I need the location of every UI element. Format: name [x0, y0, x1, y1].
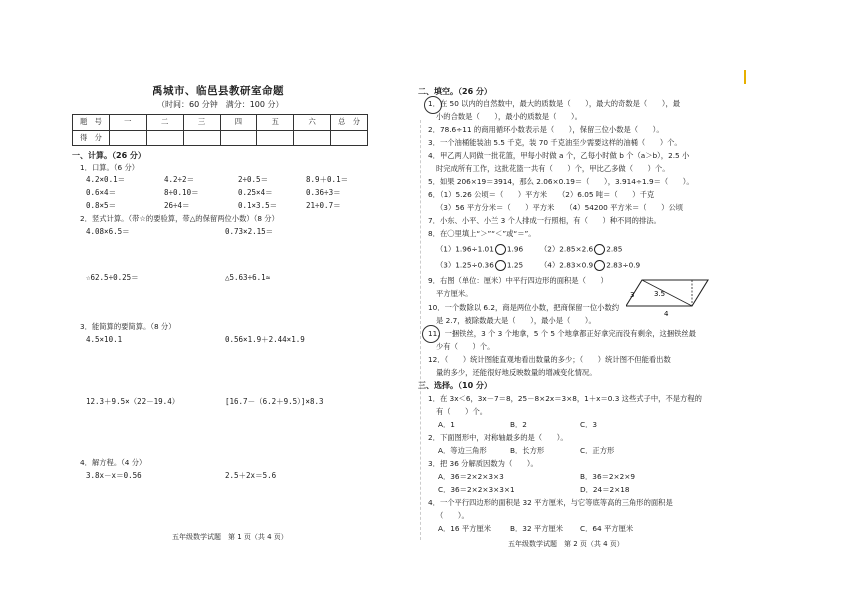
fill-line: 3．一个油桶能装油 5.5 千克，装 70 千克油至少需要这样的油桶（ ）个。: [428, 138, 682, 147]
score-cell: [257, 130, 294, 146]
compare-circle: [495, 244, 506, 255]
simplify-item: 0.56×1.9＋2.44×1.9: [225, 335, 305, 344]
fill-line: 2．78.6÷11 的商用循环小数表示是（ ），保留三位小数是（ ）。: [428, 125, 664, 134]
score-cell: [294, 130, 331, 146]
score-cell: [109, 130, 146, 146]
vertical-calc-item: △5.63÷6.1≈: [225, 273, 271, 282]
mc-option: A．1: [438, 420, 455, 429]
fill-line: 11．一捆铁丝，3 个 3 个地拿，5 个 5 个地拿都正好拿完而没有剩余，这捆铁丝最: [428, 329, 696, 338]
score-table: [72, 114, 368, 146]
compare-right: 2.85: [606, 244, 623, 254]
fill-line: 7．小东、小平、小兰 3 个人排成一行照相，有（ ）种不同的排法。: [428, 216, 661, 225]
q1-2-label: 2．竖式计算。（带☆的要验算，带△的保留两位小数）（8 分）: [80, 214, 279, 223]
q1-3-label: 3．能简算的要简算。（8 分）: [80, 322, 176, 331]
score-header-cell: 题 号: [73, 115, 110, 131]
compare-item: [436, 260, 523, 271]
score-cell: [146, 130, 183, 146]
simplify-item: 4.5×10.1: [86, 335, 123, 344]
mc-option: D．24＝2×18: [580, 485, 630, 494]
fill-line: （3）56 平方分米＝（ ）平方米 （4）54200 平方米＝（ ）公顷: [436, 203, 684, 212]
compare-right: 2.83÷0.9: [606, 260, 641, 270]
oral-item: 0.25×4＝: [238, 188, 273, 197]
fill-line: 6．（1）5.26 公顷＝（ ）平方米 （2）6.05 吨＝（ ）千克: [428, 190, 655, 199]
score-header-cell: 一: [109, 115, 146, 131]
vertical-calc-item: 4.08×6.5＝: [86, 227, 130, 236]
exam-title: 禹城市、临邑县教研室命题: [152, 85, 284, 97]
oral-item: 8.9＋0.1＝: [306, 175, 349, 184]
fill-line: 平方厘米。: [436, 289, 473, 298]
oral-item: 2÷0.5＝: [238, 175, 269, 184]
simplify-item: 12.3＋9.5×（22－19.4）: [86, 397, 180, 406]
section-1-heading: 一、计算。（26 分）: [72, 151, 146, 160]
compare-left: （1）1.96÷1.01: [436, 244, 494, 254]
mc-option: A．等边三角形: [438, 446, 487, 455]
fill-line: 8．在〇里填上“＞”“＜”或“＝”。: [428, 229, 536, 238]
compare-circle: [594, 244, 605, 255]
exam-subtitle: （时间：60 分钟 满分：100 分）: [157, 100, 284, 109]
mc-line: （ ）。: [436, 511, 469, 520]
compare-item: [540, 260, 640, 271]
oral-item: 4.2×0.1＝: [86, 175, 126, 184]
fill-line: 12．（ ）统计图能直观地看出数量的多少；（ ）统计图不但能看出数: [428, 355, 671, 364]
score-header-cell: 六: [294, 115, 331, 131]
score-header-cell: 五: [257, 115, 294, 131]
fill-line: 1．在 50 以内的自然数中，最大的质数是（ ），最大的奇数是（ ），最: [428, 99, 681, 108]
oral-item: 0.36÷3＝: [306, 188, 341, 197]
oral-item: 0.1×3.5＝: [238, 201, 278, 210]
q1-4-label: 4．解方程。（4 分）: [80, 458, 147, 467]
compare-left: （2）2.85×2.6: [540, 244, 594, 254]
mc-option: C．64 平方厘米: [580, 524, 634, 533]
mc-line: 2．下面图形中，对称轴最多的是（ ）。: [428, 433, 568, 442]
mc-option: C．正方形: [580, 446, 615, 455]
mc-option: A．16 平方厘米: [438, 524, 492, 533]
mc-option: B．长方形: [510, 446, 545, 455]
mc-option: C．36＝2×2×3×3×1: [438, 485, 515, 494]
oral-item: 8÷0.10＝: [164, 188, 199, 197]
mc-option: A．36＝2×2×3×3: [438, 472, 504, 481]
oral-item: 21÷0.7＝: [306, 201, 341, 210]
oral-item: 26÷4＝: [164, 201, 190, 210]
mc-option: B．2: [510, 420, 527, 429]
fill-line: 小的合数是（ ），最小的质数是（ ）。: [436, 112, 582, 121]
parallelogram-figure: [626, 276, 710, 318]
fill-line: 时完成所有工作，这批花篮一共有（ ）个，甲比乙多做（ ）个。: [436, 164, 670, 173]
score-row: [73, 130, 368, 146]
oral-item: 0.8×5＝: [86, 201, 117, 210]
equation-item: 3.8x－x＝0.56: [86, 471, 142, 480]
fill-line: 5．如果 206×19＝3914，那么 2.06×0.19＝（ ），3.914÷1.9＝（ ）。: [428, 177, 694, 186]
parallelogram-diagonal: [642, 280, 692, 306]
score-cell: [183, 130, 220, 146]
mc-option: C．3: [580, 420, 598, 429]
section-2-heading: 二、填空。（26 分）: [418, 87, 492, 96]
vertical-calc-item: 0.73×2.15＝: [225, 227, 274, 236]
score-header-row: [73, 115, 368, 131]
simplify-item: [16.7－（6.2＋9.5）]×8.3: [225, 397, 324, 406]
mc-option: B．36＝2×2×9: [580, 472, 636, 481]
compare-circle: [495, 260, 506, 271]
score-header-cell: 总 分: [331, 115, 368, 131]
score-cell: [331, 130, 368, 146]
mc-line: 4．一个平行四边形的面积是 32 平方厘米，与它等底等高的三角形的面积是: [428, 498, 673, 507]
compare-item: [540, 244, 622, 255]
score-header-cell: 二: [146, 115, 183, 131]
mc-line: 1．在 3x＜6，3x－7＝8，25－8×2x＝3×8，1＋x＝0.3 这些式子中，不是方程的: [428, 394, 702, 403]
q1-1-label: 1．口算。（6 分）: [80, 163, 140, 172]
page-footer-1: 五年级数学试题 第 1 页（共 4 页）: [172, 533, 288, 541]
compare-circle: [594, 260, 605, 271]
fill-line: 10．一个数除以 6.2，商是两位小数，把商保留一位小数约: [428, 303, 620, 312]
fill-line: 9．右图（单位：厘米）中平行四边形的面积是（ ）: [428, 276, 608, 285]
fill-line: 4．甲乙两人同做一批花篮，甲每小时做 a 个，乙每小时做 b 个（a＞b），2.5 小: [428, 151, 690, 160]
mc-line: 有（ ）个。: [436, 407, 488, 416]
vertical-calc-item: ☆62.5÷0.25＝: [86, 273, 139, 282]
compare-right: 1.25: [506, 260, 524, 270]
score-row-label: 得 分: [73, 130, 110, 146]
score-cell: [220, 130, 257, 146]
fill-line: 量的多少，还能很好地反映数量的增减变化情况。: [436, 368, 597, 377]
section-3-heading: 三、选择。（10 分）: [418, 381, 492, 390]
compare-right: 1.96: [506, 244, 524, 254]
fill-line: 少有（ ）个。: [436, 342, 495, 351]
mc-option: B．32 平方厘米: [510, 524, 564, 533]
compare-left: （3）1.25÷0.36: [436, 260, 494, 270]
compare-left: （4）2.83×0.9: [540, 260, 594, 270]
oral-item: 4.2÷2＝: [164, 175, 195, 184]
score-header-cell: 三: [183, 115, 220, 131]
fig-base-label: 4: [664, 310, 669, 318]
score-header-cell: 四: [220, 115, 257, 131]
compare-item: [436, 244, 523, 255]
scan-mark: [744, 70, 746, 84]
fig-height-label: 3.5: [654, 290, 666, 298]
page-footer-2: 五年级数学试题 第 2 页（共 4 页）: [508, 540, 624, 548]
equation-item: 2.5＋2x＝5.6: [225, 471, 277, 480]
fig-side-label: 3: [630, 291, 635, 299]
fill-line: 是 2.7，被除数最大是（ ），最小是（ ）。: [436, 316, 596, 325]
mc-line: 3．把 36 分解质因数为（ ）。: [428, 459, 538, 468]
oral-item: 0.6×4＝: [86, 188, 117, 197]
